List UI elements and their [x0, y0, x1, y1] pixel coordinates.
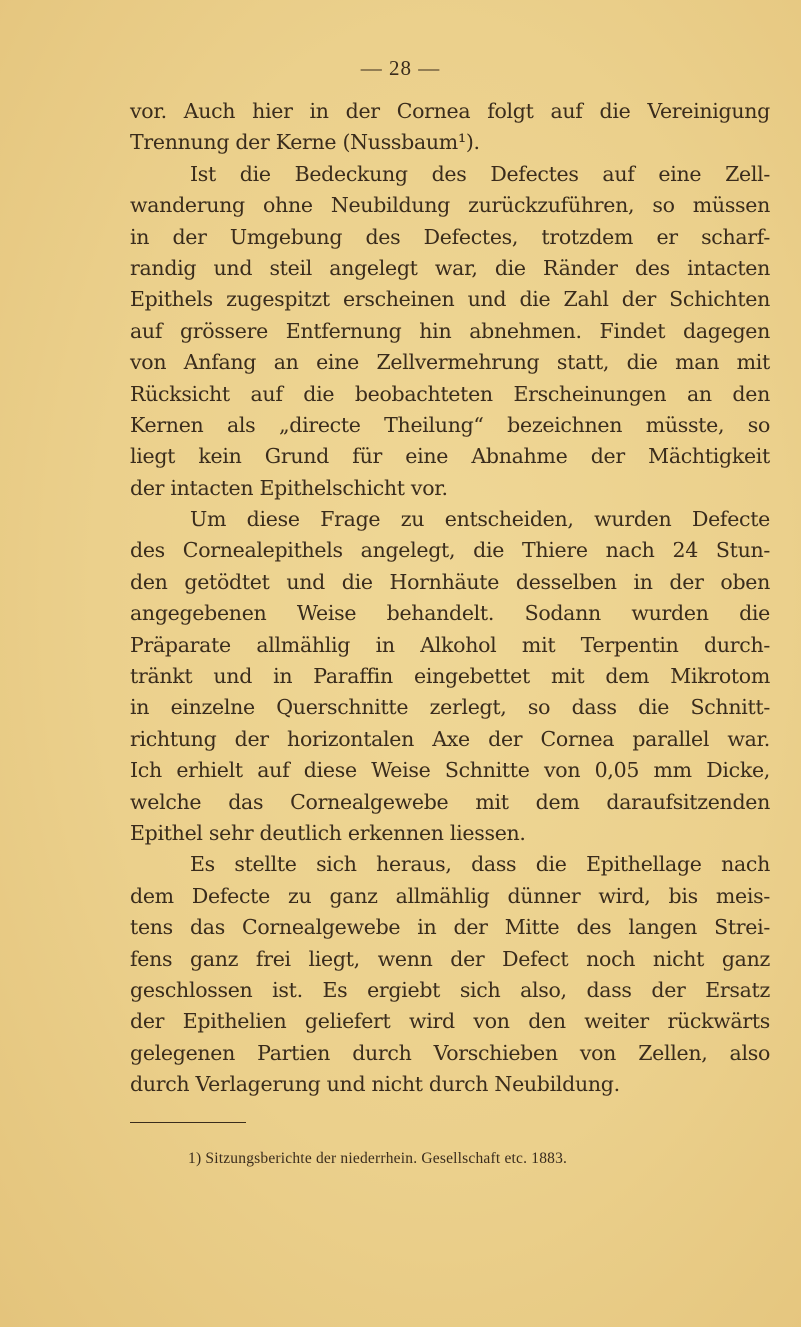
- text-line: durch Verlagerung und nicht durch Neubildung.: [130, 1072, 620, 1097]
- text-line: liegt kein Grund für eine Abnahme der Mächtigkeit: [130, 444, 770, 469]
- text-line: auf grössere Entfernung hin abnehmen. Findet dagegen: [130, 318, 770, 343]
- text-line: tens das Cornealgewebe in der Mitte des langen Strei-: [130, 915, 770, 940]
- text-line: Trennung der Kerne (Nussbaum¹).: [130, 130, 480, 155]
- text-line: Präparate allmählig in Alkohol mit Terpentin durch-: [130, 632, 770, 657]
- text-line: welche das Cornealgewebe mit dem daraufsitzenden: [130, 789, 770, 814]
- text-line: Es stellte sich heraus, dass die Epithellage nach: [190, 852, 770, 877]
- text-line: Ist die Bedeckung des Defectes auf eine Zell-: [190, 161, 770, 186]
- text-line: Rücksicht auf die beobachteten Erscheinungen an den: [130, 381, 770, 406]
- text-line: randig und steil angelegt war, die Ränder des intacten: [130, 255, 770, 280]
- text-line: vor. Auch hier in der Cornea folgt auf die Vereinigung: [130, 99, 770, 123]
- text-line: des Cornealepithels angelegt, die Thiere nach 24 Stun-: [130, 538, 770, 563]
- text-line: dem Defecte zu ganz allmählig dünner wird, bis meis-: [130, 883, 770, 908]
- footnote: 1) Sitzungsberichte der niederrhein. Gesellschaft etc. 1883.: [188, 1150, 568, 1167]
- text-line: geschlossen ist. Es ergiebt sich also, dass der Ersatz: [130, 977, 770, 1002]
- text-line: fens ganz frei liegt, wenn der Defect noch nicht ganz: [130, 946, 770, 971]
- text-line: in einzelne Querschnitte zerlegt, so dass die Schnitt-: [130, 695, 770, 720]
- text-line: in der Umgebung des Defectes, trotzdem er scharf-: [130, 224, 770, 249]
- text-line: Ich erhielt auf diese Weise Schnitte von 0,05 mm Dicke,: [130, 758, 770, 783]
- text-line: Um diese Frage zu entscheiden, wurden Defecte: [190, 507, 770, 532]
- text-line: richtung der horizontalen Axe der Cornea parallel war.: [130, 726, 770, 751]
- text-line: der Epithelien geliefert wird von den weiter rückwärts: [130, 1009, 770, 1034]
- text-line: Kernen als „directe Theilung“ bezeichnen müsste, so: [130, 412, 770, 437]
- text-line: Epithel sehr deutlich erkennen liessen.: [130, 820, 526, 845]
- text-line: angegebenen Weise behandelt. Sodann wurden die: [130, 601, 770, 626]
- text-line: Epithels zugespitzt erscheinen und die Zahl der Schichten: [130, 287, 770, 312]
- footnote-divider: [130, 1122, 246, 1123]
- text-line: tränkt und in Paraffin eingebettet mit dem Mikrotom: [130, 664, 770, 689]
- page-number: — 28 —: [360, 56, 441, 80]
- text-line: wanderung ohne Neubildung zurückzuführen, so müssen: [130, 193, 770, 218]
- text-line: gelegenen Partien durch Vorschieben von Zellen, also: [130, 1040, 770, 1065]
- text-line: der intacten Epithelschicht vor.: [130, 475, 448, 500]
- text-line: von Anfang an eine Zellvermehrung statt, die man mit: [130, 350, 770, 375]
- body-text: [130, 96, 770, 1101]
- text-line: den getödtet und die Hornhäute desselben in der oben: [130, 569, 770, 594]
